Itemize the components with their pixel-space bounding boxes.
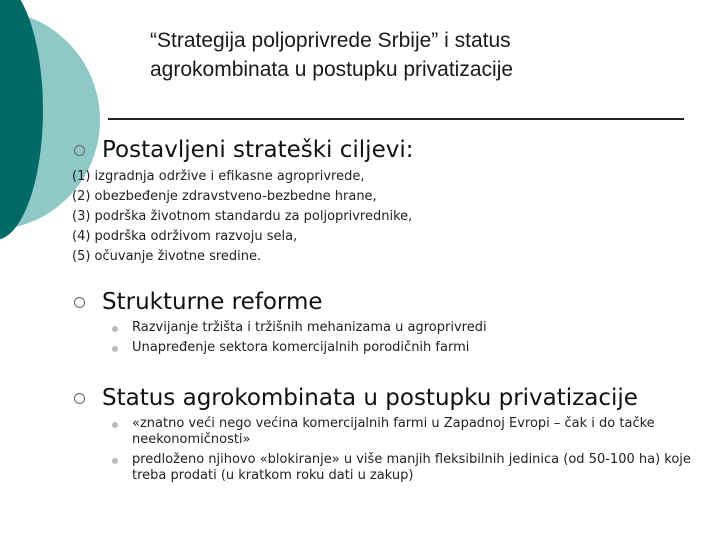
goals-list [72,167,412,267]
title-line-2: agrokombinata u postupku privatizacije [150,58,514,81]
list-item-text: predloženo njihovo «blokiranje» u više manjih fleksibilnih jedinica (od 50-100 ha) koje treba prodati (u kratkom roku dati u zakup) [132,452,691,483]
list-item: (5) očuvanje životne sredine. [72,249,262,264]
section-heading-reforms: Strukturne reforme [102,289,323,315]
list-item [132,416,702,448]
ring-bullet-icon [74,297,85,308]
list-item-text: «znatno veći nego većina komercijalnih farmi u Zapadnoj Evropi – čak i do tačke neekonomičnosti» [132,416,655,447]
list-item-text: Unapređenje sektora komercijalnih porodičnih farmi [132,340,470,355]
title-divider [108,118,684,120]
section-heading-goals: Postavljeni strateški ciljevi: [102,137,414,163]
list-item: (4) podrška održivom razvoju sela, [72,229,298,244]
dot-bullet-icon [112,326,118,332]
dot-bullet-icon [112,458,118,464]
slide-title [150,26,670,84]
list-item: (2) obezbeđenje zdravstveno-bezbedne hrane, [72,189,377,204]
list-item: (3) podrška životnom standardu za poljoprivrednike, [72,209,413,224]
list-item [132,340,702,356]
list-item: (1) izgradnja održive i efikasne agroprivrede, [72,169,365,184]
ring-bullet-icon [74,145,85,156]
title-line-1: “Strategija poljoprivrede Srbije” i status [150,29,511,52]
section-heading-status: Status agrokombinata u postupku privatizacije [102,385,638,411]
list-item-text: Razvijanje tržišta i tržišnih mehanizama u agroprivredi [132,320,487,335]
dot-bullet-icon [112,346,118,352]
list-item [132,452,702,484]
dot-bullet-icon [112,422,118,428]
list-item [132,320,702,336]
ring-bullet-icon [74,393,85,404]
